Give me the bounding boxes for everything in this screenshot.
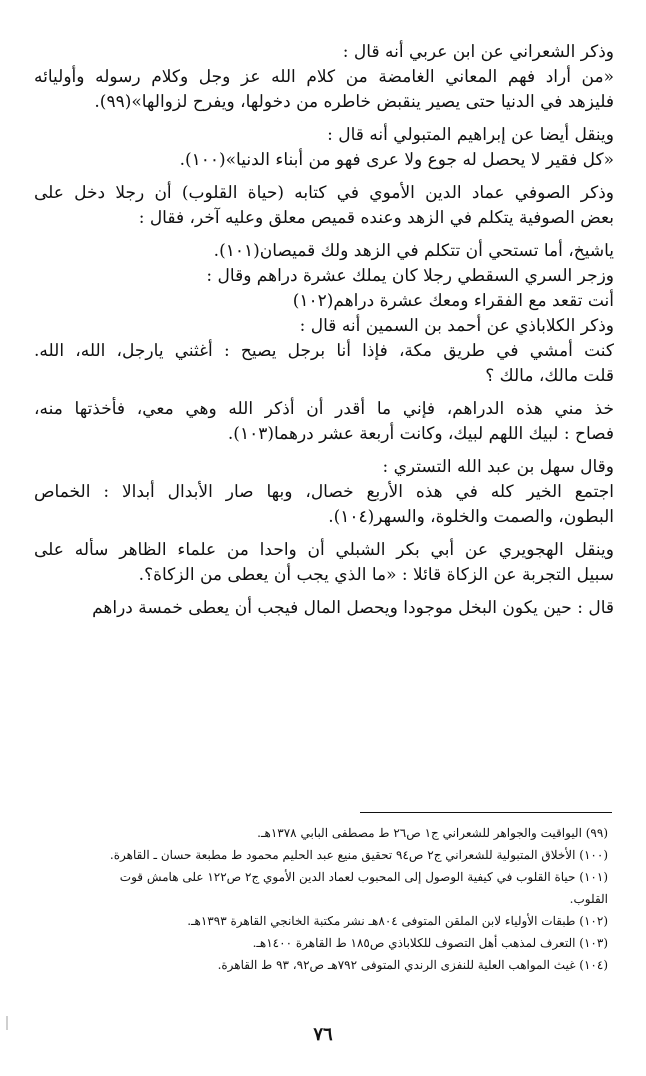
text-line: وقال سهل بن عبد الله التستري : — [382, 457, 614, 477]
text-line: ياشيخ، أما تستحي أن تتكلم في الزهد ولك قميصان(١٠١). — [213, 241, 614, 261]
footnote: (١٠٣) التعرف لمذهب أهل التصوف للكلاباذي ص١٨٥ ط القاهرة ١٤٠٠هـ. — [252, 936, 608, 950]
text-line: بعض الصوفية يتكلم في الزهد وعنده قميص معلق وعليه آخر، فقال : — [138, 208, 614, 228]
text-line: البطون، والصمت والخلوة، والسهر(١٠٤). — [328, 507, 614, 527]
text-line: قال : حين يكون البخل موجودا ويحصل المال فيجب أن يعطى خمسة دراهم — [92, 598, 614, 618]
footnote: (١٠٢) طبقات الأولياء لابن الملقن المتوفى ٨٠٤هـ نشر مكتبة الخانجي القاهرة ١٣٩٣هـ. — [187, 914, 608, 928]
text-line: وذكر الكلاباذي عن أحمد بن السمين أنه قال : — [299, 316, 614, 336]
text-line: خذ مني هذه الدراهم، فإني ما أقدر أن أذكر الله وهي معي، فأخذتها منه، — [34, 399, 614, 419]
text-line: فصاح : لبيك اللهم لبيك، وكانت أربعة عشر درهما(١٠٣). — [227, 424, 614, 444]
text-line: كنت أمشي في طريق مكة، فإذا أنا برجل يصيح : أغثني يارجل، الله، الله. — [34, 341, 614, 361]
page-edge-mark — [6, 1016, 8, 1030]
footnote: (١٠٤) غيث المواهب العلية للنفزى الرندي المتوفى ٧٩٢هـ ص٩٢، ٩٣ ط القاهرة. — [217, 958, 608, 972]
footnote-divider — [360, 812, 612, 813]
text-line: «كل فقير لا يحصل له جوع ولا عرى فهو من أبناء الدنيا»(١٠٠). — [179, 150, 614, 170]
text-line: قلت مالك، مالك ؟ — [485, 366, 614, 386]
text-line: فليزهد في الدنيا حتى يصير ينقبض خاطره من دخولها، ويفرح لزوالها»(٩٩). — [94, 92, 614, 112]
main-text — [34, 40, 614, 621]
footnote: (١٠٠) الأخلاق المتبولية للشعراني ج٢ ص٩٤ تحقيق منيع عبد الحليم محمود ط مطبعة حسان ـ القاهرة. — [109, 848, 608, 862]
page-number: ٧٦ — [313, 1024, 333, 1045]
text-line: «من أراد فهم المعاني الغامضة من كلام الله عز وجل وكلام رسوله وأوليائه — [34, 67, 614, 87]
text-line: سبيل التجربة عن الزكاة قائلا : «ما الذي يجب أن يعطى من الزكاة؟. — [138, 565, 614, 585]
text-line: وينقل الهجويري عن أبي بكر الشبلي أن واحدا من علماء الظاهر سأله على — [34, 540, 614, 560]
text-line: وذكر الشعراني عن ابن عربي أنه قال : — [342, 42, 614, 62]
text-line: وينقل أيضا عن إبراهيم المتبولي أنه قال : — [327, 125, 614, 145]
text-line: وزجر السري السقطي رجلا كان يملك عشرة دراهم وقال : — [206, 266, 614, 286]
footnotes — [34, 822, 614, 976]
footnote: القلوب. — [569, 892, 608, 906]
footnote: (١٠١) حياة القلوب في كيفية الوصول إلى المحبوب لعماد الدين الأموي ج٢ ص١٢٢ على هامش قوت — [119, 870, 608, 884]
text-line: أنت تقعد مع الفقراء ومعك عشرة دراهم(١٠٢) — [292, 291, 614, 311]
text-line: اجتمع الخير كله في هذه الأربع خصال، وبها صار الأبدال أبدالا : الخماص — [34, 482, 614, 502]
footnote: (٩٩) اليواقيت والجواهر للشعراني ج١ ص٢٦ ط مصطفى البابي ١٣٧٨هـ. — [257, 826, 608, 840]
text-line: وذكر الصوفي عماد الدين الأموي في كتابه (حياة القلوب) أن رجلا دخل على — [34, 183, 614, 203]
